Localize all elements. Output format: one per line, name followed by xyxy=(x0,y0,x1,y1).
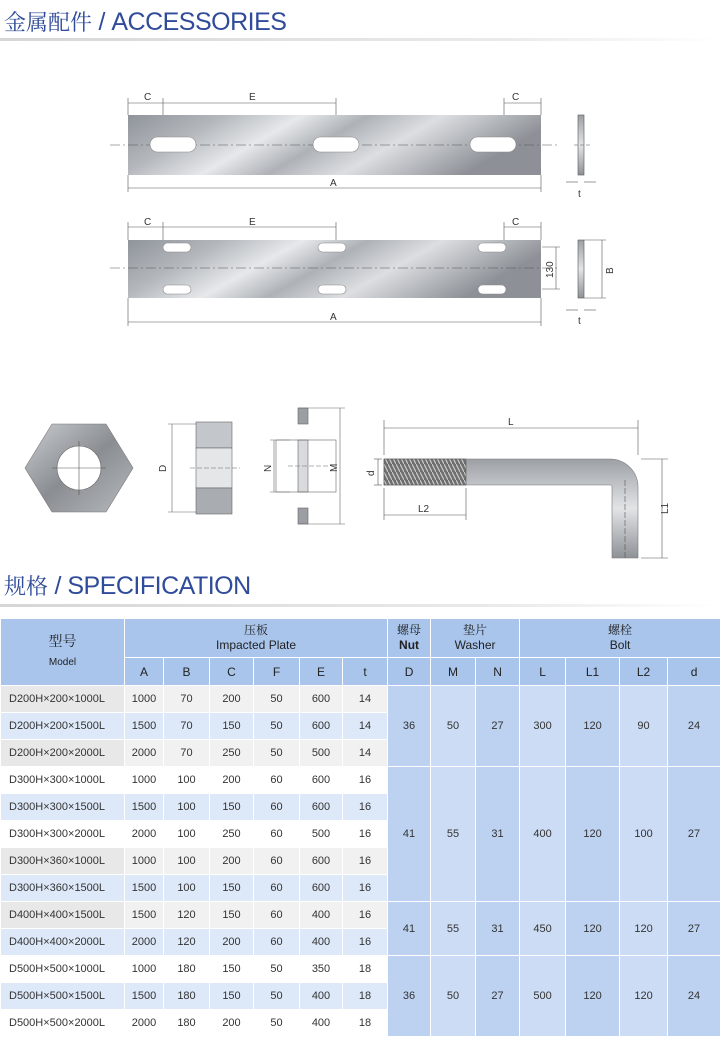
header-nut-en: Nut xyxy=(399,638,420,652)
header-model xyxy=(1,619,125,686)
column-header-l1: L1 xyxy=(566,658,620,686)
plate1-dim-c-left: C xyxy=(144,92,152,103)
plate-cell-e: 600 xyxy=(300,767,343,794)
fitting-cell-d: 36 xyxy=(388,956,431,1037)
header-washer xyxy=(431,619,520,658)
fitting-cell-l: 300 xyxy=(520,686,566,767)
fitting-cell-n: 27 xyxy=(476,686,520,767)
plate-cell-b: 180 xyxy=(164,956,210,983)
plate-cell-a: 1000 xyxy=(125,767,164,794)
header-model-cn: 型号 xyxy=(48,633,77,650)
plate-cell-e: 350 xyxy=(300,956,343,983)
header-plate-cn: 压板 xyxy=(244,623,269,637)
l-bolt-drawing xyxy=(374,420,668,560)
plate-cell-t: 16 xyxy=(343,821,388,848)
plate-drawing-2 xyxy=(110,222,606,326)
plate-cell-c: 250 xyxy=(210,740,254,767)
specification-title-cn: 规格 xyxy=(4,575,49,600)
plate2-dim-c-left: C xyxy=(144,217,152,228)
plate-drawing-1 xyxy=(110,98,596,192)
hex-nut-front xyxy=(25,424,133,512)
model-cell: D200H×200×2000L xyxy=(1,740,125,767)
fitting-cell-l: 450 xyxy=(520,902,566,956)
bolt-dim-d: d xyxy=(366,470,377,476)
plate-cell-a: 1500 xyxy=(125,875,164,902)
fitting-cell-d: 41 xyxy=(388,767,431,902)
header-plate xyxy=(125,619,388,658)
header-bolt-en: Bolt xyxy=(609,638,631,652)
fitting-cell-l1: 120 xyxy=(566,902,620,956)
fitting-cell-d: 24 xyxy=(668,956,720,1037)
fitting-cell-l2: 120 xyxy=(620,902,668,956)
column-header-a: A xyxy=(125,658,164,686)
plate2-dim-a: A xyxy=(330,312,337,323)
plate-cell-e: 400 xyxy=(300,983,343,1010)
model-cell: D300H×300×1500L xyxy=(1,794,125,821)
header-bolt xyxy=(520,619,720,658)
plate-cell-c: 150 xyxy=(210,794,254,821)
washer-dim-n: N xyxy=(263,464,274,472)
fitting-cell-d: 36 xyxy=(388,686,431,767)
plate-cell-a: 1000 xyxy=(125,848,164,875)
header-nut xyxy=(388,619,431,658)
plate-cell-a: 1500 xyxy=(125,902,164,929)
model-cell: D300H×300×2000L xyxy=(1,821,125,848)
plate-cell-c: 200 xyxy=(210,767,254,794)
plate-cell-f: 60 xyxy=(254,794,300,821)
plate1-dim-a: A xyxy=(330,178,337,189)
plate-cell-t: 16 xyxy=(343,767,388,794)
hex-nut-side xyxy=(168,422,240,514)
plate-cell-e: 600 xyxy=(300,875,343,902)
plate-cell-t: 18 xyxy=(343,1010,388,1037)
specification-title-en: / SPECIFICATION xyxy=(48,572,251,600)
specification-heading xyxy=(4,570,251,601)
plate-cell-f: 60 xyxy=(254,875,300,902)
header-plate-en: Impacted Plate xyxy=(216,638,297,652)
plate-cell-f: 50 xyxy=(254,686,300,713)
plate-cell-b: 100 xyxy=(164,794,210,821)
plate-cell-c: 200 xyxy=(210,686,254,713)
model-cell: D200H×200×1500L xyxy=(1,713,125,740)
plate2-dim-b: B xyxy=(605,267,616,274)
plate-cell-a: 1500 xyxy=(125,713,164,740)
plate-cell-t: 16 xyxy=(343,929,388,956)
plate-cell-b: 70 xyxy=(164,686,210,713)
plate-cell-a: 2000 xyxy=(125,821,164,848)
column-header-c: C xyxy=(210,658,254,686)
plate-cell-e: 400 xyxy=(300,1010,343,1037)
plate-cell-b: 180 xyxy=(164,1010,210,1037)
fitting-cell-m: 50 xyxy=(431,956,476,1037)
fitting-cell-l2: 120 xyxy=(620,956,668,1037)
fitting-cell-d: 27 xyxy=(668,902,720,956)
plate-cell-a: 1000 xyxy=(125,686,164,713)
specification-body xyxy=(1,686,720,1037)
plate-cell-c: 150 xyxy=(210,983,254,1010)
plate-cell-f: 60 xyxy=(254,902,300,929)
fitting-cell-n: 31 xyxy=(476,767,520,902)
plate-cell-t: 14 xyxy=(343,686,388,713)
model-cell: D300H×360×1000L xyxy=(1,848,125,875)
model-cell: D500H×500×1500L xyxy=(1,983,125,1010)
fitting-cell-m: 55 xyxy=(431,767,476,902)
column-header-f: F xyxy=(254,658,300,686)
plate2-dim-e: E xyxy=(249,217,256,228)
plate-cell-c: 200 xyxy=(210,929,254,956)
table-row xyxy=(1,767,720,794)
column-header-l: L xyxy=(520,658,566,686)
plate-cell-c: 150 xyxy=(210,956,254,983)
plate-cell-f: 50 xyxy=(254,983,300,1010)
fitting-cell-m: 55 xyxy=(431,902,476,956)
fitting-cell-m: 50 xyxy=(431,686,476,767)
table-row xyxy=(1,902,720,929)
plate-cell-t: 18 xyxy=(343,956,388,983)
plate-cell-t: 16 xyxy=(343,794,388,821)
model-cell: D400H×400×2000L xyxy=(1,929,125,956)
model-cell: D400H×400×1500L xyxy=(1,902,125,929)
plate-cell-b: 180 xyxy=(164,983,210,1010)
column-header-l2: L2 xyxy=(620,658,668,686)
plate-cell-b: 100 xyxy=(164,875,210,902)
plate-cell-f: 60 xyxy=(254,821,300,848)
fitting-cell-d: 41 xyxy=(388,902,431,956)
model-cell: D200H×200×1000L xyxy=(1,686,125,713)
nut-dim-d: D xyxy=(158,464,169,472)
plate-cell-t: 16 xyxy=(343,848,388,875)
plate-cell-t: 14 xyxy=(343,713,388,740)
model-cell: D300H×300×1000L xyxy=(1,767,125,794)
plate-cell-b: 100 xyxy=(164,848,210,875)
plate2-dim-t: t xyxy=(578,316,581,327)
column-header-m: M xyxy=(431,658,476,686)
column-header-d: D xyxy=(388,658,431,686)
plate-cell-e: 600 xyxy=(300,794,343,821)
washer-dim-m: M xyxy=(329,463,340,472)
plate-cell-e: 400 xyxy=(300,929,343,956)
fitting-cell-l1: 120 xyxy=(566,686,620,767)
plate-cell-f: 60 xyxy=(254,767,300,794)
plate-cell-c: 200 xyxy=(210,1010,254,1037)
plate-cell-e: 500 xyxy=(300,821,343,848)
header-nut-cn: 螺母 xyxy=(397,623,422,637)
header-bolt-cn: 螺栓 xyxy=(608,623,633,637)
column-header-d: d xyxy=(668,658,720,686)
plate-cell-a: 1500 xyxy=(125,983,164,1010)
plate-cell-e: 400 xyxy=(300,902,343,929)
fitting-cell-l1: 120 xyxy=(566,956,620,1037)
column-header-n: N xyxy=(476,658,520,686)
plate-cell-b: 70 xyxy=(164,740,210,767)
plate1-dim-c-right: C xyxy=(512,92,520,103)
table-row xyxy=(1,956,720,983)
bolt-dim-l1: L1 xyxy=(660,502,671,514)
plate-cell-c: 150 xyxy=(210,713,254,740)
plate2-dim-c-right: C xyxy=(512,217,520,228)
plate-cell-f: 50 xyxy=(254,713,300,740)
column-header-t: t xyxy=(343,658,388,686)
plate-cell-f: 60 xyxy=(254,929,300,956)
fitting-cell-l2: 90 xyxy=(620,686,668,767)
plate-cell-a: 1000 xyxy=(125,956,164,983)
plate-cell-t: 16 xyxy=(343,902,388,929)
fitting-cell-d: 24 xyxy=(668,686,720,767)
plate-cell-f: 50 xyxy=(254,740,300,767)
plate-cell-a: 1500 xyxy=(125,794,164,821)
fitting-cell-l: 500 xyxy=(520,956,566,1037)
plate-cell-t: 14 xyxy=(343,740,388,767)
plate-cell-b: 100 xyxy=(164,821,210,848)
plate-cell-c: 200 xyxy=(210,848,254,875)
fitting-cell-l1: 120 xyxy=(566,767,620,902)
plate-cell-c: 250 xyxy=(210,821,254,848)
plate-cell-t: 18 xyxy=(343,983,388,1010)
plate1-dim-t: t xyxy=(578,189,581,200)
plate-cell-b: 120 xyxy=(164,929,210,956)
plate-cell-b: 100 xyxy=(164,767,210,794)
header-washer-cn: 垫片 xyxy=(463,623,488,637)
plate-cell-f: 50 xyxy=(254,956,300,983)
plate-cell-a: 2000 xyxy=(125,1010,164,1037)
accessories-title-cn: 金属配件 xyxy=(4,11,93,36)
plate-cell-e: 500 xyxy=(300,740,343,767)
column-header-e: E xyxy=(300,658,343,686)
specification-divider xyxy=(0,604,720,607)
plate-cell-a: 2000 xyxy=(125,929,164,956)
model-cell: D500H×500×1000L xyxy=(1,956,125,983)
plate-cell-e: 600 xyxy=(300,713,343,740)
model-cell: D500H×500×2000L xyxy=(1,1010,125,1037)
header-model-en: Model xyxy=(48,656,77,668)
plate-cell-e: 600 xyxy=(300,686,343,713)
plate-cell-c: 150 xyxy=(210,902,254,929)
plate1-dim-e: E xyxy=(249,92,256,103)
fitting-cell-l2: 100 xyxy=(620,767,668,902)
plate-cell-c: 150 xyxy=(210,875,254,902)
fitting-cell-l: 400 xyxy=(520,767,566,902)
table-row xyxy=(1,686,720,713)
plate-cell-a: 2000 xyxy=(125,740,164,767)
plate-cell-t: 16 xyxy=(343,875,388,902)
plate-cell-f: 50 xyxy=(254,1010,300,1037)
bolt-dim-l: L xyxy=(508,417,514,428)
accessories-title-en: / ACCESSORIES xyxy=(92,8,287,36)
bolt-dim-l2: L2 xyxy=(418,504,430,515)
specification-table xyxy=(0,618,720,1037)
fitting-cell-d: 27 xyxy=(668,767,720,902)
fitting-cell-n: 31 xyxy=(476,902,520,956)
fitting-cell-n: 27 xyxy=(476,956,520,1037)
plate-cell-b: 120 xyxy=(164,902,210,929)
header-washer-en: Washer xyxy=(454,638,496,652)
plate2-dim-130: 130 xyxy=(545,261,556,278)
plate-cell-e: 600 xyxy=(300,848,343,875)
column-header-b: B xyxy=(164,658,210,686)
plate-cell-b: 70 xyxy=(164,713,210,740)
plate-cell-f: 60 xyxy=(254,848,300,875)
model-cell: D300H×360×1500L xyxy=(1,875,125,902)
